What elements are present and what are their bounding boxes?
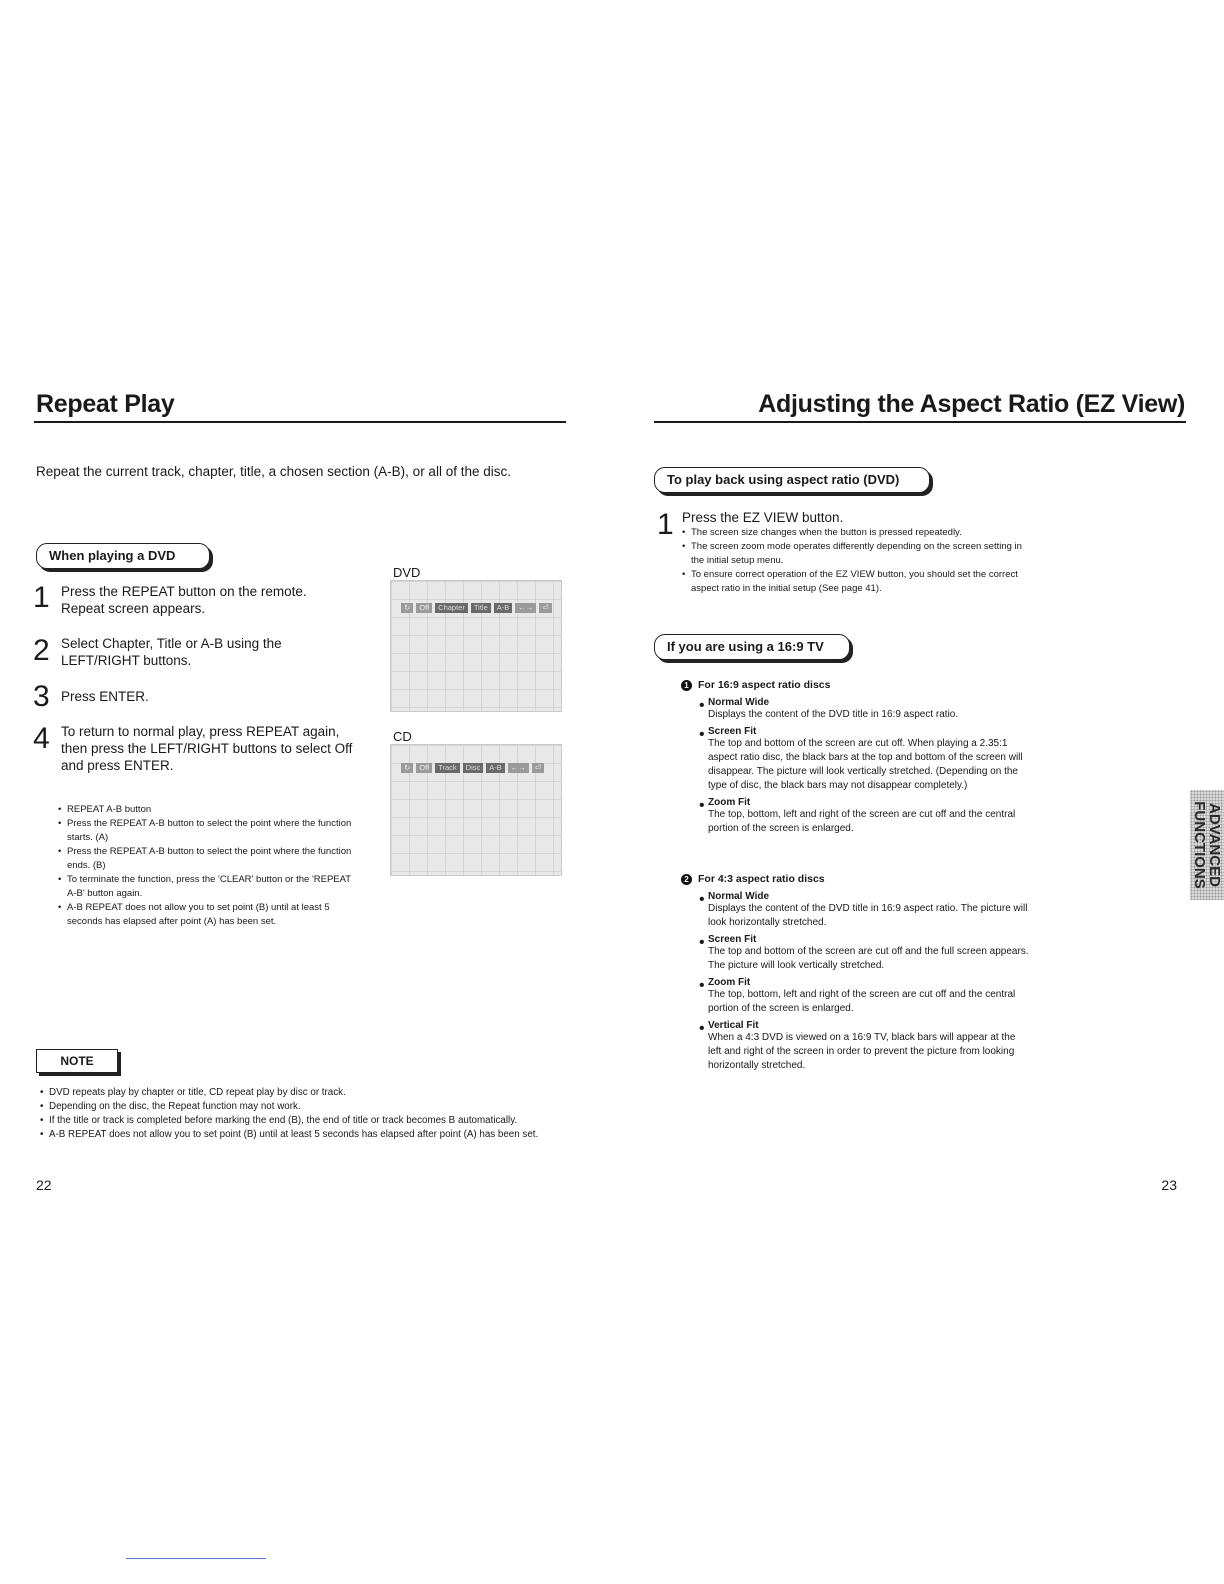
right-page-number: 23 <box>1161 1177 1177 1193</box>
step-text-4: To return to normal play, press REPEAT again, then press the LEFT/RIGHT buttons to select Off and press ENTER. <box>61 724 353 773</box>
osd-chapter: Chapter <box>435 603 468 613</box>
option-item <box>699 697 1029 722</box>
option-desc: Displays the content of the DVD title in 16:9 aspect ratio. <box>708 709 959 720</box>
option-item <box>699 891 1029 930</box>
tip-item: • Press the REPEAT A-B button to select the point where the function starts. (A) <box>58 817 358 845</box>
side-tab-label: ADVANCED FUNCTIONS <box>1191 801 1223 889</box>
option-desc: When a 4:3 DVD is viewed on a 16:9 TV, black bars will appear at the left and right of the screen in order to prevent the picture from looking horizontally stretched. <box>708 1032 1016 1071</box>
right-page-title: Adjusting the Aspect Ratio (EZ View) <box>758 390 1185 418</box>
ez-step-text-1: Press the EZ VIEW button. <box>682 510 844 525</box>
dvd-screen-label: DVD <box>393 565 421 580</box>
option-desc: Displays the content of the DVD title in 16:9 aspect ratio. The picture will look horizontally stretched. <box>708 903 1028 928</box>
left-title-rule <box>34 421 566 423</box>
osd-enter-icon: ⏎ <box>539 603 551 613</box>
ez-bullet: • The screen zoom mode operates differently depending on the screen setting in the initial setup menu. <box>682 540 1022 568</box>
repeat-ab-tips <box>58 803 358 929</box>
osd-off: Off <box>416 603 432 613</box>
step-text-3: Press ENTER. <box>61 689 149 704</box>
osd-disc: Disc <box>463 763 484 773</box>
tip-item: • To terminate the function, press the 'CLEAR' button or the 'REPEAT A-B' button again. <box>58 873 358 901</box>
osd-title: Title <box>471 603 491 613</box>
step-number-1: 1 <box>33 581 50 614</box>
cd-repeat-osd <box>401 763 544 773</box>
note-item: • DVD repeats play by chapter or title, CD repeat play by disc or track. <box>40 1086 580 1100</box>
tip-item: • Press the REPEAT A-B button to select the point where the function ends. (B) <box>58 845 358 873</box>
option-item <box>699 1020 1029 1073</box>
tip-item: • REPEAT A-B button <box>58 803 358 817</box>
bottom-link-underline <box>126 1558 266 1559</box>
step-text-2: Select Chapter, Title or A-B using the LEFT/RIGHT buttons. <box>61 636 282 668</box>
left-page-number: 22 <box>36 1177 52 1193</box>
osd-ab: A-B <box>486 763 505 773</box>
dvd-repeat-screen <box>390 580 562 712</box>
osd-track: Track <box>435 763 459 773</box>
option-title: • Vertical Fit <box>708 1020 759 1031</box>
circled-number-2: 2 <box>681 874 692 885</box>
tip-item: • A-B REPEAT does not allow you to set point (B) until at least 5 seconds has elapsed after point (A) has been set. <box>58 901 358 929</box>
osd-enter-icon: ⏎ <box>532 763 544 773</box>
option-title: • Normal Wide <box>708 697 770 708</box>
ez-bullet: • To ensure correct operation of the EZ VIEW button, you should set the correct aspect ratio in the initial setup (See page 41). <box>682 568 1022 596</box>
option-title: • Normal Wide <box>708 891 770 902</box>
notes-list <box>40 1086 580 1142</box>
right-title-rule <box>654 421 1186 423</box>
ez-step-number-1: 1 <box>657 508 674 541</box>
option-title: • Zoom Fit <box>708 797 751 808</box>
option-title: • Screen Fit <box>708 726 757 737</box>
group2-title: For 4:3 aspect ratio discs <box>698 873 825 885</box>
repeat-icon: ↻ <box>401 603 413 613</box>
advanced-functions-side-tab <box>1190 790 1224 900</box>
option-item <box>699 797 1029 836</box>
cd-repeat-screen <box>390 744 562 876</box>
group1-heading <box>681 679 830 691</box>
option-title: • Zoom Fit <box>708 977 751 988</box>
group1-title: For 16:9 aspect ratio discs <box>698 679 831 691</box>
step-number-4: 4 <box>33 722 50 755</box>
note-item: • If the title or track is completed before marking the end (B), the end of title or track becomes B automatically. <box>40 1114 580 1128</box>
aspect-dvd-section-label: To play back using aspect ratio (DVD) <box>654 467 930 493</box>
ez-bullet: • The screen size changes when the button is pressed repeatedly. <box>682 526 1022 540</box>
note-item: • A-B REPEAT does not allow you to set point (B) until at least 5 seconds has elapsed after point (A) has been set. <box>40 1128 580 1142</box>
osd-nav-icon: ←→ <box>515 603 536 613</box>
dvd-repeat-osd <box>401 603 552 613</box>
step-text-1: Press the REPEAT button on the remote. Repeat screen appears. <box>61 584 307 616</box>
option-desc: The top and bottom of the screen are cut off and the full screen appears. The picture will look vertically stretched. <box>708 946 1029 971</box>
option-item <box>699 977 1029 1016</box>
note-item: • Depending on the disc, the Repeat function may not work. <box>40 1100 580 1114</box>
tv-169-section-label: If you are using a 16:9 TV <box>654 634 850 660</box>
note-label: NOTE <box>36 1049 118 1073</box>
option-desc: The top, bottom, left and right of the screen are cut off and the central portion of the screen is enlarged. <box>708 989 1016 1014</box>
ez-step-bullets <box>682 526 1022 596</box>
group2-heading <box>681 873 825 885</box>
cd-screen-label: CD <box>393 729 412 744</box>
osd-off: Off <box>416 763 432 773</box>
step-number-2: 2 <box>33 634 50 667</box>
option-desc: The top, bottom, left and right of the screen are cut off and the central portion of the screen is enlarged. <box>708 809 1016 834</box>
left-page-title: Repeat Play <box>36 390 175 418</box>
option-item <box>699 726 1029 793</box>
step-number-3: 3 <box>33 680 50 713</box>
osd-nav-icon: ←→ <box>508 763 529 773</box>
option-desc: The top and bottom of the screen are cut off. When playing a 2.35:1 aspect ratio disc, the black bars at the top and bottom of the screen will disappear. The picture will look vertically stretched. (Depending on the type of disc, the black bars may not disappear completely.) <box>708 738 1023 791</box>
circled-number-1: 1 <box>681 680 692 691</box>
option-item <box>699 934 1029 973</box>
repeat-icon: ↻ <box>401 763 413 773</box>
group1-options <box>699 697 1029 836</box>
intro-text: Repeat the current track, chapter, title, a chosen section (A-B), or all of the disc. <box>36 464 511 479</box>
dvd-section-label: When playing a DVD <box>36 543 210 569</box>
osd-ab: A-B <box>494 603 513 613</box>
group2-options <box>699 891 1029 1073</box>
option-title: • Screen Fit <box>708 934 757 945</box>
